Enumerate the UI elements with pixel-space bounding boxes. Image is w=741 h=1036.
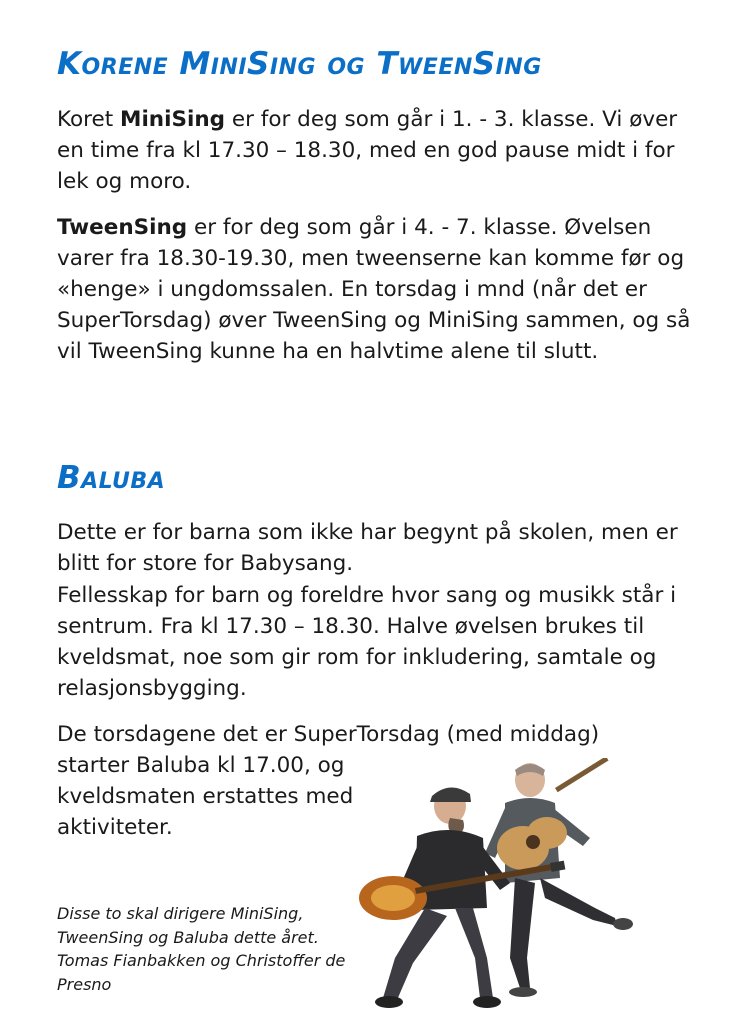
minising-paragraph: [57, 104, 697, 197]
minising-name: MiniSing: [120, 107, 226, 132]
baluba-paragraph-1: Dette er for barna som ikke har begynt på skolen, men er blitt for store for Babysang.: [57, 520, 678, 576]
tweensing-text: er for deg som går i 4. - 7. klasse. Øvelsen varer fra 18.30-19.30, men tweenserne kan komme før og «henge» i ungdomssalen. En torsdag i mnd (når det er SuperTorsdag) øver TweenSing og MiniSing sammen, og så vil TweenSing kunne ha en halvtime alene til slutt.: [57, 215, 691, 364]
baluba-paragraph-2: Fellesskap for barn og foreldre hvor sang og musikk står i sentrum. Fra kl 17.30 – 18.30. Halve øvelsen brukes til kveldsmat, noe som gir rom for inkludering, samtale og relasjonsbygging.: [57, 583, 677, 701]
tweensing-paragraph: [57, 212, 697, 367]
photo-two-guitarists: [355, 758, 655, 1013]
section-heading-baluba: Baluba: [57, 460, 166, 496]
minising-intro: Koret: [57, 107, 121, 132]
baluba-paragraph-3: De torsdagene det er SuperTorsdag (med middag): [57, 722, 600, 747]
photo-caption: Disse to skal dirigere MiniSing, TweenSing og Baluba dette året. Tomas Fianbakken og Christoffer de Presno: [57, 904, 346, 994]
baluba-paragraph-4: starter Baluba kl 17.00, og kveldsmaten erstattes med aktiviteter.: [57, 753, 354, 840]
section-heading-korene: Korene MiniSing og TweenSing: [57, 46, 542, 82]
minising-text: er for deg som går i 1. - 3. klasse. Vi øver en time fra kl 17.30 – 18.30, med en god pause midt i for lek og moro.: [57, 107, 678, 194]
tweensing-name: TweenSing: [57, 215, 188, 240]
